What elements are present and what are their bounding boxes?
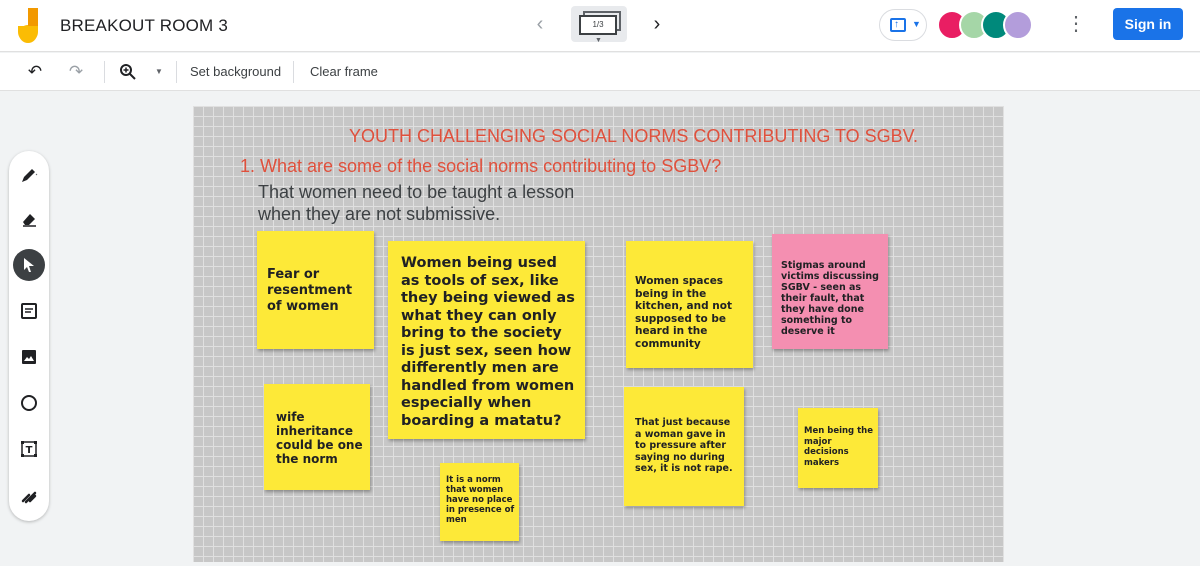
avatar[interactable] — [1003, 10, 1033, 40]
sticky-note-text: Women being used as tools of sex, like they being viewed as what they can only bring to the society is just sex, seen how differently men are handled from women especially when boarding a matatu? — [401, 255, 575, 429]
sticky-note-text: Stigmas around victims discussing SGBV - seen as their fault, that they have done something to deserve it — [781, 260, 879, 337]
frame-heading: YOUTH CHALLENGING SOCIAL NORMS CONTRIBUTING TO SGBV. — [348, 126, 919, 146]
previous-frame-button[interactable]: ‹ — [536, 13, 544, 35]
image-tool[interactable] — [13, 341, 45, 373]
clear-frame-button[interactable]: Clear frame — [310, 64, 378, 79]
more-options-icon[interactable]: ⋮ — [1066, 13, 1086, 35]
frame-answer — [258, 181, 638, 225]
tool-palette — [9, 151, 49, 521]
sticky-note-text: That just because a woman gave in to pressure after saying no during sex, it is not rape. — [635, 417, 733, 474]
sticky-note-text: Men being the major decisions makers — [804, 426, 873, 468]
chevron-down-icon: ▼ — [912, 19, 921, 29]
divider — [176, 61, 177, 83]
eraser-tool[interactable] — [13, 203, 45, 235]
set-background-button[interactable]: Set background — [190, 64, 282, 79]
pen-icon — [20, 166, 38, 184]
text-box-icon — [20, 440, 38, 458]
app-title: BREAKOUT ROOM 3 — [60, 16, 228, 35]
toolbar — [0, 53, 1200, 91]
jamboard-logo-icon — [14, 8, 42, 44]
redo-icon[interactable]: ↷ — [68, 62, 84, 81]
shape-tool[interactable] — [13, 387, 45, 419]
sticky-note[interactable] — [772, 234, 888, 349]
divider — [104, 61, 105, 83]
sticky-note-tool[interactable] — [13, 295, 45, 327]
zoom-icon[interactable] — [117, 61, 139, 83]
sticky-note-icon — [20, 302, 38, 320]
circle-icon — [20, 394, 38, 412]
text-box-tool[interactable] — [13, 433, 45, 465]
sticky-note[interactable] — [440, 463, 519, 541]
answer-line: when they are not submissive. — [258, 204, 501, 224]
sticky-note-text: Women spaces being in the kitchen, and not supposed to be heard in the community — [635, 275, 732, 350]
zoom-dropdown-icon[interactable]: ▼ — [155, 67, 163, 76]
frame-selector[interactable] — [571, 6, 627, 42]
eraser-icon — [20, 210, 38, 228]
chevron-down-icon: ▼ — [595, 37, 602, 44]
svg-text:T: T — [25, 445, 33, 456]
laser-icon — [20, 486, 38, 504]
sticky-note[interactable] — [264, 384, 370, 490]
sign-in-button[interactable]: Sign in — [1113, 8, 1183, 40]
next-frame-button[interactable]: › — [653, 13, 661, 35]
undo-icon[interactable]: ↶ — [27, 62, 43, 81]
sticky-note[interactable] — [798, 408, 878, 488]
frame-indicator: 1/3 — [579, 15, 617, 35]
image-icon — [20, 348, 38, 366]
sticky-note-text: It is a norm that women have no place in presence of men — [446, 475, 515, 525]
sticky-note[interactable] — [626, 241, 753, 368]
select-tool[interactable] — [13, 249, 45, 281]
present-button[interactable] — [879, 9, 927, 41]
top-bar — [0, 0, 1200, 52]
sticky-note-text: Fear or resentment of women — [267, 267, 353, 314]
sticky-note[interactable] — [388, 241, 585, 439]
answer-line: That women need to be taught a lesson — [258, 182, 575, 202]
laser-tool[interactable] — [13, 479, 45, 511]
sticky-note-text: wife inheritance could be one the norm — [276, 410, 363, 466]
sticky-note[interactable] — [257, 231, 374, 349]
sticky-note[interactable] — [624, 387, 744, 506]
upload-arrow-icon: ↑ — [894, 19, 899, 30]
pen-tool[interactable] — [13, 159, 45, 191]
divider — [293, 61, 294, 83]
frame-question: 1. What are some of the social norms contributing to SGBV? — [240, 156, 722, 176]
cursor-icon — [20, 256, 38, 274]
whiteboard-frame[interactable] — [193, 106, 1004, 562]
